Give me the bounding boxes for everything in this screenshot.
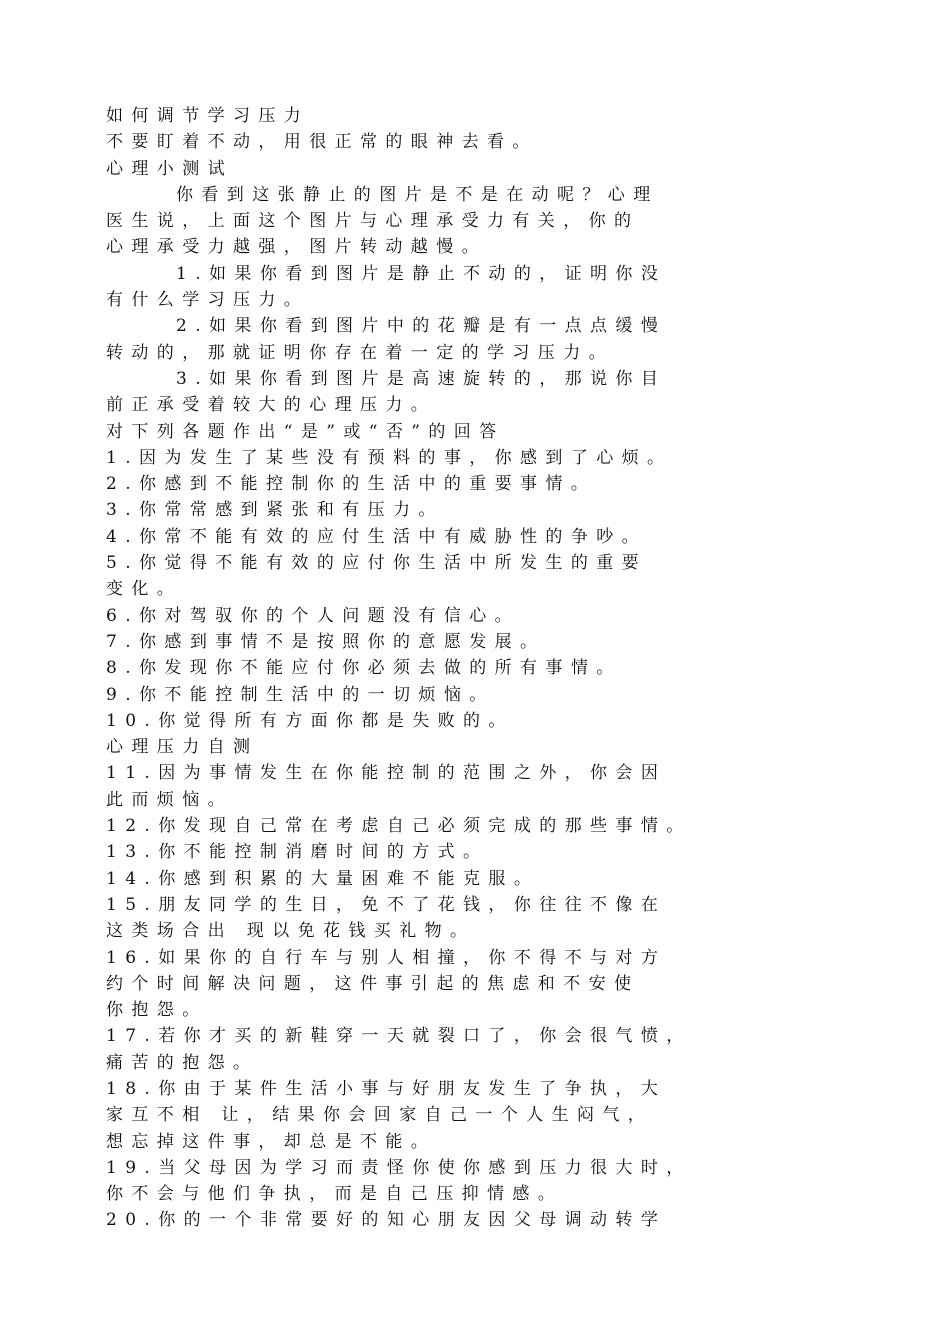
- question-line: 约个时间解决问题，这件事引起的焦虑和不安使: [106, 973, 640, 994]
- doc-line-title: 如何调节学习压力: [106, 106, 310, 126]
- question-line: 家互不相 让，结果你会回家自己一个人生闷气，: [106, 1105, 654, 1126]
- doc-line: 有什么学习压力。: [106, 290, 310, 311]
- doc-line: 3.如果你看到图片是高速旋转的，那说你目: [176, 368, 667, 389]
- question-line: 1.因为发生了某些没有预料的事，你感到了心烦。: [106, 447, 673, 468]
- question-line: 18.你由于某件生活小事与好朋友发生了争执，大: [106, 1078, 667, 1099]
- question-line: 8.你发现你不能应付你必须去做的所有事情。: [106, 658, 622, 679]
- question-line: 16.如果你的自行车与别人相撞，你不得不与对方: [106, 947, 667, 968]
- doc-line: 心理承受力越强，图片转动越慢。: [106, 237, 487, 258]
- doc-line-instruction: 对下列各题作出“是”或“否”的回答: [106, 421, 505, 442]
- question-line: 6.你对驾驭你的个人问题没有信心。: [106, 605, 521, 626]
- question-line: 10.你觉得所有方面你都是失败的。: [106, 710, 514, 731]
- question-line: 2.你感到不能控制你的生活中的重要事情。: [106, 474, 597, 495]
- doc-line-section-heading: 心理压力自测: [106, 737, 259, 758]
- doc-line: 1.如果你看到图片是静止不动的，证明你没: [176, 263, 667, 284]
- doc-line: 医生说，上面这个图片与心理承受力有关，你的: [106, 211, 640, 232]
- question-line: 20.你的一个非常要好的知心朋友因父母调动转学: [106, 1210, 667, 1231]
- question-line: 痛苦的抱怨。: [106, 1052, 259, 1073]
- question-line: 3.你常常感到紧张和有压力。: [106, 500, 444, 521]
- doc-line: 2.如果你看到图片中的花瓣是有一点点缓慢: [176, 316, 667, 337]
- question-line: 14.你感到积累的大量困难不能克服。: [106, 868, 540, 889]
- question-line: 这类场合出 现以免花钱买礼物。: [106, 921, 476, 942]
- question-line: 7.你感到事情不是按照你的意愿发展。: [106, 631, 546, 652]
- question-line: 4.你常不能有效的应付生活中有威胁性的争吵。: [106, 526, 648, 547]
- doc-line-section-heading: 心理小测试: [106, 158, 233, 179]
- question-line: 19.当父母因为学习而责怪你使你感到压力很大时，: [106, 1157, 692, 1178]
- question-line: 变化。: [106, 579, 183, 600]
- doc-line: 转动的，那就证明你存在着一定的学习压力。: [106, 342, 614, 363]
- doc-line: 不要盯着不动，用很正常的眼神去看。: [106, 132, 538, 153]
- question-line: 9.你不能控制生活中的一切烦恼。: [106, 684, 495, 705]
- question-line: 此而烦恼。: [106, 789, 233, 810]
- question-line: 5.你觉得不能有效的应付你生活中所发生的重要: [106, 553, 648, 574]
- question-line: 15.朋友同学的生日，免不了花钱，你往往不像在: [106, 894, 667, 915]
- question-line: 12.你发现自己常在考虑自己必须完成的那些事情。: [106, 816, 692, 837]
- document-body: [106, 103, 866, 1234]
- doc-line: 前正承受着较大的心理压力。: [106, 395, 437, 416]
- question-line: 11.因为事情发生在你能控制的范围之外，你会因: [106, 763, 667, 784]
- question-line: 想忘掉这件事，却总是不能。: [106, 1131, 437, 1152]
- question-line: 你不会与他们争执，而是自己压抑情感。: [106, 1184, 564, 1205]
- question-line: 17.若你才买的新鞋穿一天就裂口了，你会很气愤，: [106, 1026, 692, 1047]
- question-line: 你抱怨。: [106, 1000, 208, 1021]
- question-line: 13.你不能控制消磨时间的方式。: [106, 842, 489, 863]
- doc-line: 你看到这张静止的图片是不是在动呢？心理: [176, 184, 659, 205]
